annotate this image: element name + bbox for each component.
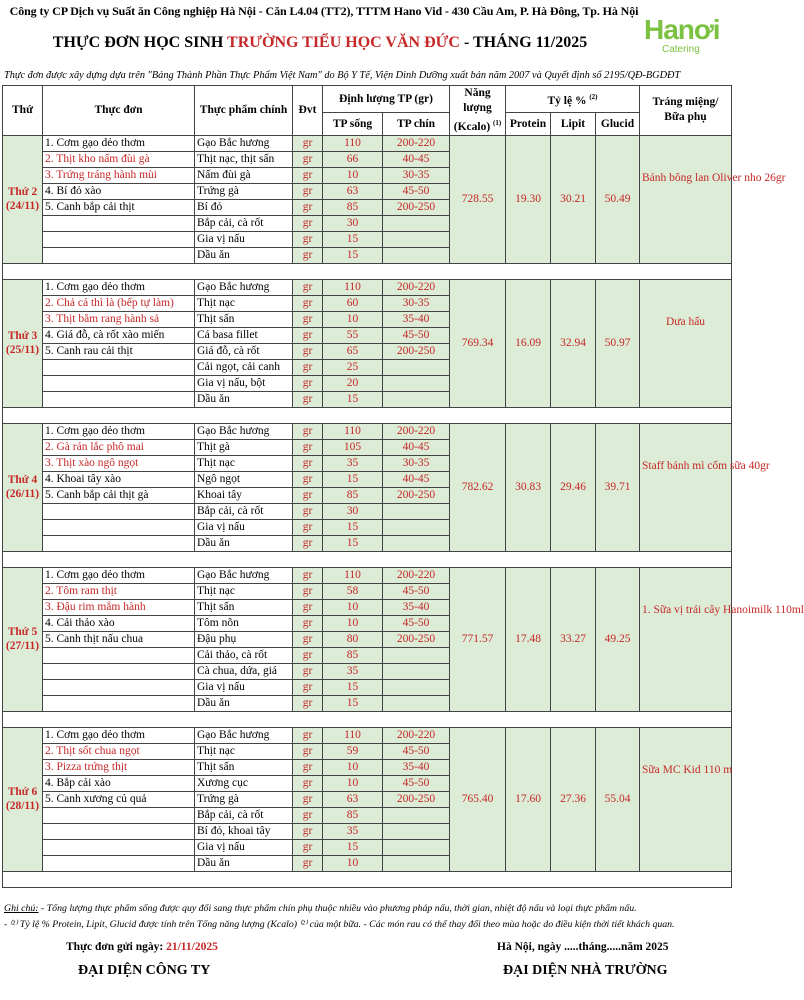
cooked-amount-cell: 200-250 [383, 199, 450, 215]
glucid-cell: 50.49 [596, 135, 640, 263]
ingredient-cell: Bắp cải, cà rốt [195, 807, 293, 823]
unit-cell: gr [293, 679, 323, 695]
raw-amount-cell: 110 [323, 279, 383, 295]
ingredient-cell: Trứng gà [195, 791, 293, 807]
dish-cell [43, 519, 195, 535]
dessert-cell: Bánh bông lan Oliver nho 26gr [640, 135, 732, 263]
menu-table [2, 85, 804, 888]
protein-cell: 19.30 [506, 135, 551, 263]
lipit-cell: 30.21 [551, 135, 596, 263]
energy-cell: 769.34 [450, 279, 506, 407]
dish-cell [43, 535, 195, 551]
ingredient-cell: Khoai tây [195, 487, 293, 503]
raw-amount-cell: 10 [323, 775, 383, 791]
hanoi-catering-logo [642, 6, 730, 58]
ingredient-cell: Ngô ngọt [195, 471, 293, 487]
ingredient-cell: Gia vị nấu [195, 679, 293, 695]
ingredient-cell: Bắp cải, cà rốt [195, 215, 293, 231]
protein-cell: 17.48 [506, 567, 551, 711]
dish-cell: 3. Pizza trứng thịt [43, 759, 195, 775]
unit-cell: gr [293, 231, 323, 247]
day-separator [3, 871, 732, 887]
col-glucid: Glucid [596, 112, 640, 135]
dessert-cell: Staff bánh mì cốm sữa 40gr [640, 423, 732, 551]
cooked-amount-cell: 30-35 [383, 167, 450, 183]
day-name: Thứ 3 [7, 330, 38, 343]
unit-cell: gr [293, 471, 323, 487]
dish-cell [43, 231, 195, 247]
cooked-amount-cell: 30-35 [383, 455, 450, 471]
ingredient-cell: Dầu ăn [195, 855, 293, 871]
dish-cell [43, 839, 195, 855]
ingredient-cell: Thịt nạc [195, 743, 293, 759]
cooked-amount-cell [383, 855, 450, 871]
separator-cell [3, 871, 732, 887]
table-row [3, 135, 732, 151]
school-signature: ĐẠI DIỆN NHÀ TRƯỜNG [503, 963, 668, 978]
ingredient-cell: Thịt gà [195, 439, 293, 455]
raw-amount-cell: 15 [323, 231, 383, 247]
day-cell [3, 567, 43, 711]
unit-cell: gr [293, 759, 323, 775]
raw-amount-cell: 35 [323, 455, 383, 471]
cooked-amount-cell: 35-40 [383, 759, 450, 775]
ingredient-cell: Giá đỗ, cà rốt [195, 343, 293, 359]
raw-amount-cell: 15 [323, 247, 383, 263]
raw-amount-cell: 35 [323, 823, 383, 839]
raw-amount-cell: 60 [323, 295, 383, 311]
cooked-amount-cell: 45-50 [383, 583, 450, 599]
dish-cell: 4. Cải thảo xào [43, 615, 195, 631]
unit-cell: gr [293, 743, 323, 759]
raw-amount-cell: 66 [323, 151, 383, 167]
day-date: (28/11) [5, 800, 40, 813]
cooked-amount-cell: 200-220 [383, 567, 450, 583]
unit-cell: gr [293, 695, 323, 711]
energy-cell: 728.55 [450, 135, 506, 263]
separator-cell [3, 551, 732, 567]
raw-amount-cell: 105 [323, 439, 383, 455]
day-separator [3, 711, 732, 727]
raw-amount-cell: 58 [323, 583, 383, 599]
cooked-amount-cell [383, 647, 450, 663]
ingredient-cell: Dầu ăn [195, 247, 293, 263]
raw-amount-cell: 15 [323, 391, 383, 407]
dish-cell: 4. Giá đỗ, cà rốt xào miến [43, 327, 195, 343]
unit-cell: gr [293, 151, 323, 167]
dish-cell: 1. Cơm gạo dẻo thơm [43, 727, 195, 743]
raw-amount-cell: 85 [323, 487, 383, 503]
ingredient-cell: Bí đỏ [195, 199, 293, 215]
day-name: Thứ 4 [7, 474, 38, 487]
table-row [3, 279, 732, 295]
unit-cell: gr [293, 487, 323, 503]
dish-cell [43, 855, 195, 871]
cooked-amount-cell: 200-220 [383, 727, 450, 743]
dish-cell: 3. Thịt xào ngô ngọt [43, 455, 195, 471]
cooked-amount-cell: 40-45 [383, 151, 450, 167]
unit-cell: gr [293, 295, 323, 311]
ingredient-cell: Thịt sấn [195, 759, 293, 775]
protein-cell: 16.09 [506, 279, 551, 407]
page-title [0, 34, 640, 52]
ingredient-cell: Cà chua, dứa, giá [195, 663, 293, 679]
unit-cell: gr [293, 247, 323, 263]
cooked-amount-cell [383, 663, 450, 679]
cooked-amount-cell: 200-250 [383, 631, 450, 647]
raw-amount-cell: 85 [323, 647, 383, 663]
dish-cell: 2. Tôm ram thịt [43, 583, 195, 599]
glucid-cell: 50.97 [596, 279, 640, 407]
day-date: (25/11) [5, 344, 40, 357]
glucid-cell: 49.25 [596, 567, 640, 711]
unit-cell: gr [293, 631, 323, 647]
ingredient-cell: Bắp cải, cà rốt [195, 503, 293, 519]
dish-cell [43, 247, 195, 263]
raw-amount-cell: 25 [323, 359, 383, 375]
raw-amount-cell: 30 [323, 215, 383, 231]
dish-cell: 1. Cơm gạo dẻo thơm [43, 135, 195, 151]
raw-amount-cell: 10 [323, 311, 383, 327]
dish-cell [43, 503, 195, 519]
raw-amount-cell: 15 [323, 839, 383, 855]
raw-amount-cell: 10 [323, 759, 383, 775]
unit-cell: gr [293, 535, 323, 551]
col-cooked: TP chín [383, 112, 450, 135]
cooked-amount-cell [383, 215, 450, 231]
unit-cell: gr [293, 519, 323, 535]
cooked-amount-cell: 200-220 [383, 135, 450, 151]
col-ingredient: Thực phẩm chính [195, 86, 293, 136]
dessert-cell: 1. Sữa vị trái cây Hanoimilk 110ml [640, 567, 732, 711]
ingredient-cell: Đậu phụ [195, 631, 293, 647]
dish-cell [43, 679, 195, 695]
sent-date: Thực đơn gửi ngày: 21/11/2025 [66, 941, 218, 953]
logo-word: Hanơi [644, 14, 720, 45]
dish-cell [43, 359, 195, 375]
dish-cell: 5. Canh xương củ quả [43, 791, 195, 807]
lipit-cell: 27.36 [551, 727, 596, 871]
unit-cell: gr [293, 663, 323, 679]
cooked-amount-cell: 200-250 [383, 343, 450, 359]
raw-amount-cell: 80 [323, 631, 383, 647]
cooked-amount-cell: 40-45 [383, 439, 450, 455]
dish-cell [43, 215, 195, 231]
cooked-amount-cell [383, 695, 450, 711]
dish-cell: 3. Trứng tráng hành mùi [43, 167, 195, 183]
day-cell [3, 423, 43, 551]
unit-cell: gr [293, 183, 323, 199]
ingredient-cell: Gạo Bắc hương [195, 727, 293, 743]
cooked-amount-cell: 35-40 [383, 311, 450, 327]
raw-amount-cell: 110 [323, 727, 383, 743]
unit-cell: gr [293, 855, 323, 871]
dish-cell: 4. Bắp cải xào [43, 775, 195, 791]
unit-cell: gr [293, 215, 323, 231]
cooked-amount-cell [383, 391, 450, 407]
cooked-amount-cell [383, 247, 450, 263]
raw-amount-cell: 59 [323, 743, 383, 759]
ingredient-cell: Gạo Bắc hương [195, 423, 293, 439]
cooked-amount-cell [383, 839, 450, 855]
menu-basis-note: Thực đơn được xây dựng dựa trên "Bảng Thành Phần Thực Phẩm Việt Nam" do Bộ Y Tế, Viện Dinh Dưỡng xuất bản năm 2007 và Quyết định số 2195/QĐ-BGDĐT [4, 70, 681, 81]
raw-amount-cell: 10 [323, 167, 383, 183]
cooked-amount-cell [383, 807, 450, 823]
raw-amount-cell: 10 [323, 615, 383, 631]
dish-cell: 4. Khoai tây xào [43, 471, 195, 487]
dish-cell: 5. Canh bắp cải thịt [43, 199, 195, 215]
day-cell [3, 279, 43, 407]
cooked-amount-cell: 45-50 [383, 743, 450, 759]
dish-cell [43, 663, 195, 679]
day-separator [3, 263, 732, 279]
ingredient-cell: Thịt sấn [195, 599, 293, 615]
day-name: Thứ 5 [7, 626, 38, 639]
title-prefix: THỰC ĐƠN HỌC SINH [52, 34, 228, 51]
separator-cell [3, 407, 732, 423]
ingredient-cell: Dầu ăn [195, 391, 293, 407]
raw-amount-cell: 65 [323, 343, 383, 359]
dessert-cell: Sữa MC Kid 110 m [640, 727, 732, 871]
dish-cell: 2. Chả cá thì là (bếp tự làm) [43, 295, 195, 311]
cooked-amount-cell: 45-50 [383, 615, 450, 631]
col-ratio-group: Tỷ lệ % $^{(2)}$ [506, 86, 640, 113]
ingredient-cell: Cải thảo, cà rốt [195, 647, 293, 663]
cooked-amount-cell: 45-50 [383, 327, 450, 343]
unit-cell: gr [293, 599, 323, 615]
raw-amount-cell: 85 [323, 199, 383, 215]
unit-cell: gr [293, 791, 323, 807]
raw-amount-cell: 30 [323, 503, 383, 519]
footnote-2: - ⁽²⁾ Tỷ lệ % Protein, Lipit, Glucid được tính trên Tổng năng lượng (Kcalo) ⁽²⁾ của một bữa. - Các món rau có thể thay đổi theo mùa hoặc do điều kiện thời tiết khách quan. [4, 919, 675, 930]
unit-cell: gr [293, 583, 323, 599]
unit-cell: gr [293, 727, 323, 743]
raw-amount-cell: 15 [323, 535, 383, 551]
day-name: Thứ 6 [7, 786, 38, 799]
unit-cell: gr [293, 375, 323, 391]
table-row [3, 567, 732, 583]
col-menu: Thực đơn [43, 86, 195, 136]
ingredient-cell: Dầu ăn [195, 695, 293, 711]
day-separator [3, 407, 732, 423]
dish-cell: 1. Cơm gạo dẻo thơm [43, 423, 195, 439]
col-amount-group: Định lượng TP (gr) [323, 86, 450, 113]
raw-amount-cell: 63 [323, 183, 383, 199]
ingredient-cell: Gia vị nấu [195, 519, 293, 535]
dish-cell: 5. Canh rau cải thịt [43, 343, 195, 359]
ingredient-cell: Gia vị nấu [195, 839, 293, 855]
day-name: Thứ 2 [7, 186, 38, 199]
unit-cell: gr [293, 343, 323, 359]
ingredient-cell: Gia vị nấu [195, 231, 293, 247]
cooked-amount-cell: 45-50 [383, 183, 450, 199]
dish-cell [43, 391, 195, 407]
footnote-1: Ghi chú: - Tổng lượng thực phẩm sống được quy đổi sang thực phẩm chín phụ thuộc nhiều vào phương pháp nấu, thời gian, nhiệt độ nấu và loại thực phẩm nấu. [4, 903, 637, 914]
unit-cell: gr [293, 647, 323, 663]
cooked-amount-cell: 200-250 [383, 487, 450, 503]
dish-cell: 2. Thịt sốt chua ngọt [43, 743, 195, 759]
col-energy: Năng lượng (Kcalo) $^{(1)}$ [450, 86, 506, 136]
cooked-amount-cell [383, 375, 450, 391]
title-school: TRƯỜNG TIỂU HỌC VĂN ĐỨC [227, 34, 460, 51]
raw-amount-cell: 20 [323, 375, 383, 391]
ingredient-cell: Cá basa fillet [195, 327, 293, 343]
ingredient-cell: Thịt sấn [195, 311, 293, 327]
lipit-cell: 29.46 [551, 423, 596, 551]
dish-cell: 2. Thịt kho nấm đùi gà [43, 151, 195, 167]
dish-cell: 1. Cơm gạo dẻo thơm [43, 279, 195, 295]
day-cell [3, 727, 43, 871]
company-signature: ĐẠI DIỆN CÔNG TY [78, 963, 211, 978]
unit-cell: gr [293, 199, 323, 215]
cooked-amount-cell: 45-50 [383, 775, 450, 791]
unit-cell: gr [293, 439, 323, 455]
raw-amount-cell: 15 [323, 695, 383, 711]
day-date: (26/11) [5, 488, 40, 501]
unit-cell: gr [293, 311, 323, 327]
separator-cell [3, 711, 732, 727]
raw-amount-cell: 10 [323, 599, 383, 615]
energy-cell: 765.40 [450, 727, 506, 871]
ingredient-cell: Nấm đùi gà [195, 167, 293, 183]
dish-cell: 5. Canh bắp cải thịt gà [43, 487, 195, 503]
raw-amount-cell: 15 [323, 471, 383, 487]
dish-cell [43, 807, 195, 823]
table-row [3, 727, 732, 743]
cooked-amount-cell: 200-220 [383, 423, 450, 439]
glucid-cell: 55.04 [596, 727, 640, 871]
unit-cell: gr [293, 775, 323, 791]
col-dessert: Tráng miệng/ Bữa phụ [640, 86, 732, 136]
unit-cell: gr [293, 167, 323, 183]
company-header: Công ty CP Dịch vụ Suất ăn Công nghiệp Hà Nội - Căn L4.04 (TT2), TTTM Hano Vid - 430 Cầu Am, P. Hà Đông, Tp. Hà Nội [9, 4, 639, 18]
ingredient-cell: Thịt nạc [195, 583, 293, 599]
separator-cell [3, 263, 732, 279]
raw-amount-cell: 110 [323, 423, 383, 439]
cooked-amount-cell: 200-250 [383, 791, 450, 807]
unit-cell: gr [293, 839, 323, 855]
raw-amount-cell: 110 [323, 567, 383, 583]
ingredient-cell: Gạo Bắc hương [195, 567, 293, 583]
unit-cell: gr [293, 423, 323, 439]
unit-cell: gr [293, 503, 323, 519]
unit-cell: gr [293, 455, 323, 471]
raw-amount-cell: 110 [323, 135, 383, 151]
dish-cell: 5. Canh thịt nấu chua [43, 631, 195, 647]
energy-cell: 771.57 [450, 567, 506, 711]
cooked-amount-cell [383, 679, 450, 695]
glucid-cell: 39.71 [596, 423, 640, 551]
unit-cell: gr [293, 135, 323, 151]
col-lipit: Lipit [551, 112, 596, 135]
raw-amount-cell: 15 [323, 679, 383, 695]
unit-cell: gr [293, 567, 323, 583]
dish-cell: 1. Cơm gạo dẻo thơm [43, 567, 195, 583]
dish-cell [43, 647, 195, 663]
unit-cell: gr [293, 327, 323, 343]
cooked-amount-cell [383, 535, 450, 551]
cooked-amount-cell: 30-35 [383, 295, 450, 311]
protein-cell: 30.83 [506, 423, 551, 551]
raw-amount-cell: 35 [323, 663, 383, 679]
energy-cell: 782.62 [450, 423, 506, 551]
unit-cell: gr [293, 279, 323, 295]
unit-cell: gr [293, 615, 323, 631]
ingredient-cell: Gạo Bắc hương [195, 279, 293, 295]
col-raw: TP sống [323, 112, 383, 135]
cooked-amount-cell: 200-220 [383, 279, 450, 295]
ingredient-cell: Gạo Bắc hương [195, 135, 293, 151]
protein-cell: 17.60 [506, 727, 551, 871]
ingredient-cell: Xương cục [195, 775, 293, 791]
ingredient-cell: Gia vị nấu, bột [195, 375, 293, 391]
cooked-amount-cell [383, 823, 450, 839]
raw-amount-cell: 15 [323, 519, 383, 535]
dessert-cell: Dưa hấu [640, 279, 732, 407]
logo-subtitle: Catering [662, 44, 700, 55]
day-cell [3, 135, 43, 263]
raw-amount-cell: 55 [323, 327, 383, 343]
col-unit: Đvt [293, 86, 323, 136]
title-suffix: - THÁNG 11/2025 [459, 34, 588, 51]
day-date: (24/11) [5, 200, 40, 213]
raw-amount-cell: 85 [323, 807, 383, 823]
ingredient-cell: Trứng gà [195, 183, 293, 199]
ingredient-cell: Thịt nạc [195, 455, 293, 471]
ingredient-cell: Bí đỏ, khoai tây [195, 823, 293, 839]
cooked-amount-cell [383, 503, 450, 519]
dish-cell: 3. Thịt băm rang hành sả [43, 311, 195, 327]
cooked-amount-cell: 40-45 [383, 471, 450, 487]
lipit-cell: 32.94 [551, 279, 596, 407]
dish-cell [43, 695, 195, 711]
day-date: (27/11) [5, 640, 40, 653]
ingredient-cell: Thịt nạc, thịt sấn [195, 151, 293, 167]
unit-cell: gr [293, 391, 323, 407]
unit-cell: gr [293, 823, 323, 839]
dish-cell: 3. Đậu rim mắm hành [43, 599, 195, 615]
cooked-amount-cell [383, 519, 450, 535]
col-day: Thứ [3, 86, 43, 136]
ingredient-cell: Tôm nõn [195, 615, 293, 631]
ingredient-cell: Thịt nạc [195, 295, 293, 311]
place-date: Hà Nội, ngày .....tháng.....năm 2025 [497, 941, 669, 953]
dish-cell: 4. Bí đỏ xào [43, 183, 195, 199]
cooked-amount-cell [383, 231, 450, 247]
ingredient-cell: Cải ngọt, cải canh [195, 359, 293, 375]
cooked-amount-cell: 35-40 [383, 599, 450, 615]
ingredient-cell: Dầu ăn [195, 535, 293, 551]
dish-cell [43, 375, 195, 391]
raw-amount-cell: 10 [323, 855, 383, 871]
dish-cell [43, 823, 195, 839]
unit-cell: gr [293, 807, 323, 823]
table-row [3, 423, 732, 439]
raw-amount-cell: 63 [323, 791, 383, 807]
unit-cell: gr [293, 359, 323, 375]
day-separator [3, 551, 732, 567]
lipit-cell: 33.27 [551, 567, 596, 711]
cooked-amount-cell [383, 359, 450, 375]
col-protein: Protein [506, 112, 551, 135]
dish-cell: 2. Gà rán lắc phô mai [43, 439, 195, 455]
